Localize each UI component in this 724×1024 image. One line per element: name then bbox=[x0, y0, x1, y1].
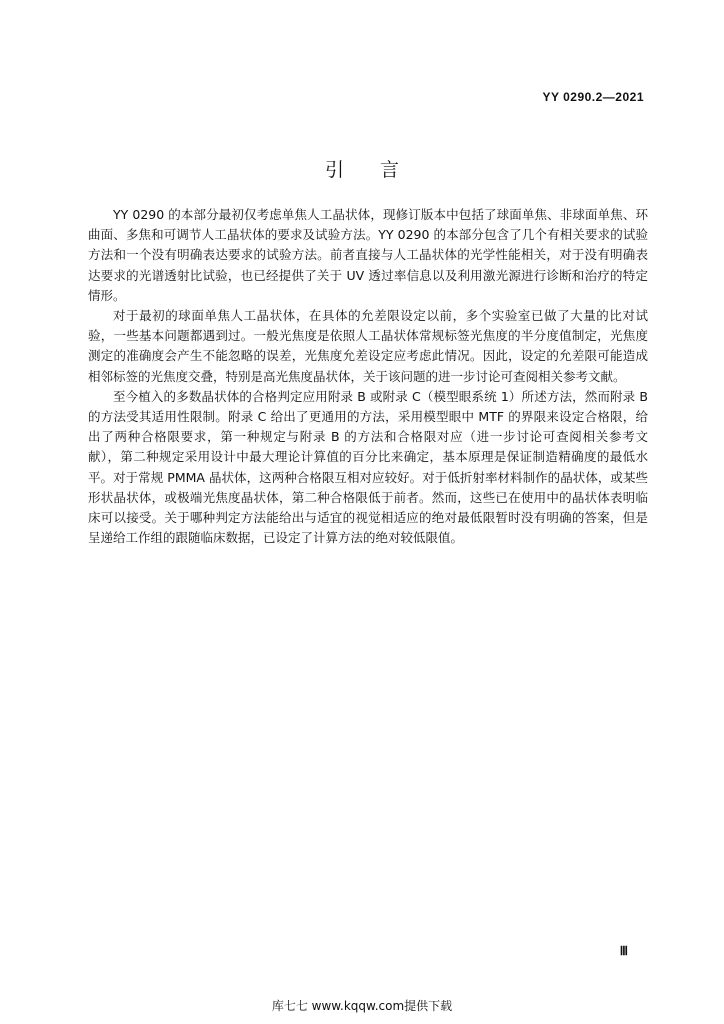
standard-number: YY 0290.2—2021 bbox=[542, 90, 644, 104]
page-title: 引言 bbox=[324, 159, 435, 181]
download-footer: 库七七 www.kqqw.com提供下载 bbox=[271, 999, 453, 1013]
paragraph-1: YY 0290 的本部分最初仅考虑单焦人工晶状体，现修订版本中包括了球面单焦、非球面单焦、环曲面、多焦和可调节人工晶状体的要求及试验方法。YY 0290 的本部分包含了几个有相关要求的试验方法和一个没有明确表达要求的试验方法。前者直接与人工晶状体的光学性能相关，对于没有明确表达要求的光谱透射比试验，也已经提供了关于 UV 透过率信息以及利用激光源进行诊断和治疗的特定情形。 bbox=[88, 207, 648, 303]
page-number: Ⅲ bbox=[619, 944, 628, 958]
body-text bbox=[88, 205, 648, 548]
paragraph-2: 对于最初的球面单焦人工晶状体，在具体的允差限设定以前，多个实验室已做了大量的比对试验，一些基本问题都遇到过。一般光焦度是依照人工晶状体常规标签光焦度的半分度值制定，光焦度测定的准确度会产生不能忽略的误差，光焦度允差设定应考虑此情况。因此，设定的允差限可能造成相邻标签的光焦度交叠，特别是高光焦度晶状体，关于该问题的进一步讨论可查阅相关参考文献。 bbox=[88, 308, 648, 384]
paragraph-3: 至今植入的多数晶状体的合格判定应用附录 B 或附录 C（模型眼系统 1）所述方法，然而附录 B 的方法受其适用性限制。附录 C 给出了更通用的方法，采用模型眼中 MTF 的界限来设定合格限，给出了两种合格限要求，第一种规定与附录 B 的方法和合格限对应（进一步讨论可查阅相关参考文献），第二种规定采用设计中最大理论计算值的百分比来确定，基本原理是保证制造精确度的最低水平。对于常规 PMMA 晶状体，这两种合格限互相对应较好。对于低折射率材料制作的晶状体，或某些形状晶状体，或极端光焦度晶状体，第二种合格限低于前者。然而，这些已在使用中的晶状体表明临床可以接受。关于哪种判定方法能给出与适宜的视觉相适应的绝对最低限暂时没有明确的答案，但是呈递给工作组的跟随临床数据，已设定了计算方法的绝对较低限值。 bbox=[88, 388, 648, 546]
